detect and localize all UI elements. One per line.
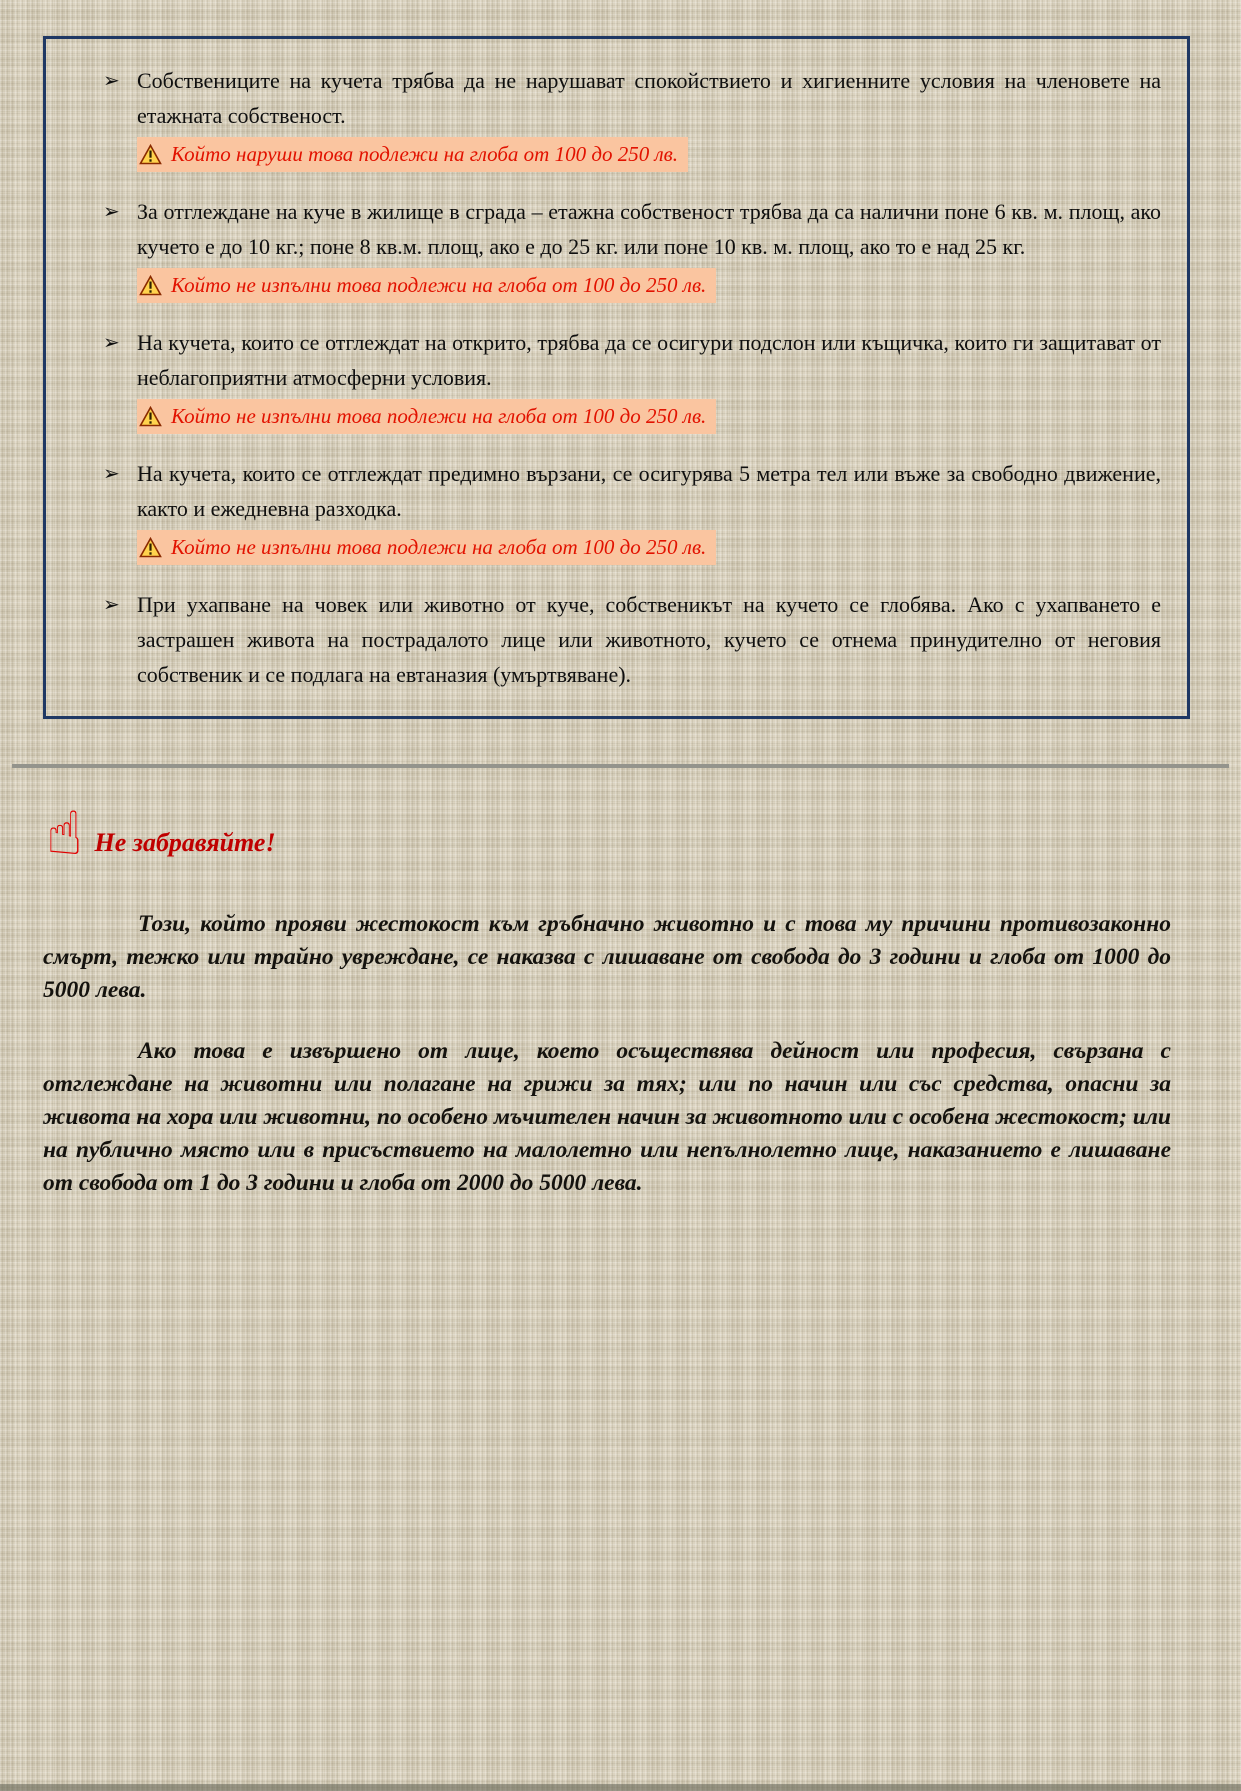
fine-warning	[137, 137, 688, 172]
rule-body	[137, 194, 1161, 303]
warning-triangle-icon	[139, 537, 162, 558]
rule-body	[137, 63, 1161, 172]
warning-triangle-icon	[139, 275, 162, 296]
rule-text: На кучета, които се отглеждат на открито, трябва да се осигури подслон или къщичка, които ги защитават от неблагоприятни атмосферни условия.	[137, 330, 1161, 390]
rule-item	[103, 587, 1161, 692]
rules-box	[43, 36, 1190, 719]
fine-warning-text: Който не изпълни това подлежи на глоба от 100 до 250 лв.	[171, 273, 707, 297]
arrow-bullet-icon: ➢	[103, 68, 120, 92]
rule-body	[137, 587, 1161, 692]
law-paragraph-1: Този, който прояви жестокост към гръбначно животно и с това му причини противозаконно смърт, тежко или трайно увреждане, се наказва с лишаване от свобода до 3 години и глоба от 1000 до 5000 лева.	[43, 911, 1171, 1003]
fine-warning-text: Който не изпълни това подлежи на глоба от 100 до 250 лв.	[171, 404, 707, 428]
fine-warning-text: Който наруши това подлежи на глоба от 100 до 250 лв.	[171, 142, 678, 166]
rule-text: При ухапване на човек или животно от куче, собственикът на кучето се глобява. Ако с ухапването е застрашен живота на пострадалото лице или животното, кучето се отнема принудително от неговия собственик и се подлага на евтаназия (умъртвяване).	[137, 592, 1161, 687]
rule-item	[103, 194, 1161, 303]
fine-warning	[137, 399, 716, 434]
arrow-bullet-icon: ➢	[103, 199, 120, 223]
rule-item	[103, 63, 1161, 172]
reminder-title: Не забравяйте!	[94, 828, 276, 857]
fine-warning	[137, 268, 716, 303]
page-bottom-edge	[0, 1784, 1241, 1791]
rule-item	[103, 325, 1161, 434]
document-page	[0, 36, 1241, 1200]
arrow-bullet-icon: ➢	[103, 592, 120, 616]
warning-triangle-icon	[139, 144, 162, 165]
rule-item	[103, 456, 1161, 565]
fine-warning-text: Който не изпълни това подлежи на глоба от 100 до 250 лв.	[171, 535, 707, 559]
rule-text: На кучета, които се отглеждат предимно вързани, се осигурява 5 метра тел или въже за свободно движение, както и ежедневна разходка.	[137, 461, 1161, 521]
warning-triangle-icon	[139, 406, 162, 427]
arrow-bullet-icon: ➢	[103, 330, 120, 354]
rule-body	[137, 456, 1161, 565]
pointing-hand-icon: ☝	[46, 799, 83, 869]
rule-text: Собствениците на кучета трябва да не нарушават спокойствието и хигиенните условия на членовете на етажната собственост.	[137, 68, 1161, 128]
rule-text: За отглеждане на куче в жилище в сграда – етажна собственост трябва да са налични поне 6 кв. м. площ, ако кучето е до 10 кг.; поне 8 кв.м. площ, ако е до 25 кг. или поне 10 кв. м. площ, ако то е над 25 кг.	[137, 199, 1161, 259]
law-paragraph-2: Ако това е извършено от лице, което осъществява дейност или професия, свързана с отглеждане на животни или полагане на грижи за тях; или по начин или със средства, опасни за живота на хора или животни, по особено мъчителен начин за животното или с особена жестокост; или на публично място или в присъствието на малолетно или непълнолетно лице, наказанието е лишаване от свобода от 1 до 3 години и глоба от 2000 до 5000 лева.	[43, 1038, 1171, 1196]
rule-body	[137, 325, 1161, 434]
fine-warning	[137, 530, 716, 565]
section-divider	[12, 764, 1229, 768]
arrow-bullet-icon: ➢	[103, 461, 120, 485]
reminder-heading	[46, 799, 1241, 869]
